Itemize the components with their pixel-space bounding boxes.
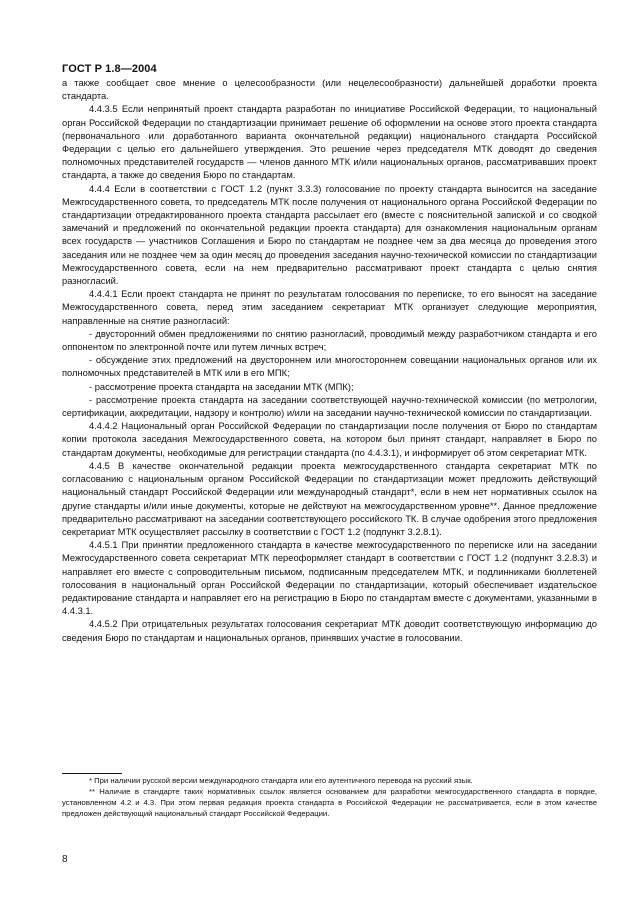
footnotes — [62, 775, 597, 819]
paragraph-4-4-4-2: 4.4.4.2 Национальный орган Российской Федерации по стандартизации после получения от Бюро по стандартам копии протокола заседания Межгосударственного совета, на котором был принят стандарт, направляет в Бюро по стандартам документы, необходимые для регистрации стандарта (по 4.4.3.1), и информирует об этом секретариат МТК. — [62, 421, 597, 458]
document-header: ГОСТ Р 1.8—2004 — [62, 63, 157, 75]
list-item: - двусторонний обмен предложениями по снятию разногласий, проводимый между разработчиком стандарта и его оппонентом по электронной почте или путем личных встреч; — [62, 328, 597, 353]
main-text — [62, 77, 597, 645]
footnote-divider — [62, 773, 122, 774]
list-item: - обсуждение этих предложений на двустороннем или многостороннем совещании национальных органов или их полномочных представителей в МТК или в его МПК; — [62, 355, 597, 379]
paragraph-4-4-5-2: 4.4.5.2 При отрицательных результатах голосования секретариат МТК доводит соответствующую информацию до сведения Бюро по стандартам и национальных органов, принявших участие в голосовании. — [62, 619, 597, 643]
footnote: * При наличии русской версии международного стандарта или его аутентичного перевода на русский язык. — [89, 776, 473, 785]
paragraph-4-4-3-5: 4.4.3.5 Если непринятый проект стандарта разработан по инициативе Российской Федерации, то национальный орган Российской Федерации по стандартизации принимает решение об оформлении на основе этого проекта стандарта (первоначального или доработанного варианта окончательной редакции) национального стандарта Российской Федерации с целью его дальнейшего утверждения. Это решение через председателя МТК доводят до сведения полномочных представителей государств — членов данного МТК и/или национальных органов, рассматривавших проект стандарта, а также до сведения Бюро по стандартам. — [62, 104, 597, 181]
list-item: - рассмотрение проекта стандарта на заседании МТК (МПК); — [89, 381, 354, 392]
footnote: ** Наличие в стандарте таких нормативных ссылок является основанием для разработки межгосударственного стандарта в порядке, установленном 4.2 и 4.3. При этом первая редакция проекта стандарта в Российской Федерации не рассматривается, если в этом качестве предложен действующий национальный стандарт Российской Федерации. — [62, 787, 597, 818]
page-number: 8 — [62, 854, 68, 865]
list-item: - рассмотрение проекта стандарта на заседании соответствующей научно-технической комиссии (по метрологии, сертификации, аккредитации, надзору и контролю) и/или на заседании научно-технической комиссии по стандартизации. — [62, 394, 597, 419]
paragraph-4-4-5-1: 4.4.5.1 При принятии предложенного стандарта в качестве межгосударственного по переписке или на заседании Межгосударственного совета секретариат МТК переоформляет стандарт в соответствии с ГОСТ 1.2 (подпункт 3.2.8.3) и направляет его вместе с сопроводительным письмом, подписанным председателем МТК, и подлинниками бюллетеней голосования в национальный орган Российской Федерации по стандартизации, который обеспечивает издательское редактирование стандарта и направляет его на регистрацию в Бюро по стандартам вместе с документами, указанными в 4.4.3.1. — [62, 540, 597, 617]
paragraph: а также сообщает свое мнение о целесообразности (или нецелесообразности) дальнейшей доработки проекта стандарта. — [62, 78, 597, 102]
paragraph-4-4-5: 4.4.5 В качестве окончательной редакции проекта межгосударственного стандарта секретариат МТК по согласованию с национальным органом Российской Федерации по стандартизации может предложить действующий национальный стандарт Российской Федерации или международный стандарт*, если в нем нет нормативных ссылок на другие стандарты и/или иные документы, которые не действуют на межгосударственном уровне**. Данное предложение предварительно рассматривают на заседании соответствующего российского ТК. В случае одобрения этого предложения секретариат МТК осуществляет рассылку в соответствии с ГОСТ 1.2 (подпункт 3.2.8.1). — [62, 460, 597, 537]
paragraph-4-4-4: 4.4.4 Если в соответствии с ГОСТ 1.2 (пункт 3.3.3) голосование по проекту стандарта выносится на заседание Межгосударственного совета, то председатель МТК после получения от национального органа Российской Федерации по стандартизации отредактированного проекта стандарта рассылает его (вместе с пояснительной запиской и со сводкой замечаний и предложений по окончательной редакции проекта стандарта) для ознакомления национальным органам всех государств — участников Соглашения и Бюро по стандартам не позднее чем за два месяца до проведения этого заседания или не позднее чем за один месяц до проведения заседания научно-технической комиссии по стандартизации Межгосударственного совета, если на нем предварительно рассматривают проект стандарта с целью снятия разногласий. — [62, 183, 597, 287]
paragraph-4-4-4-1: 4.4.4.1 Если проект стандарта не принят по результатам голосования по переписке, то его выносят на заседание Межгосударственного совета, перед этим заседанием секретариат МТК организует следующие мероприятия, направленные на снятие разногласий: — [62, 289, 597, 326]
